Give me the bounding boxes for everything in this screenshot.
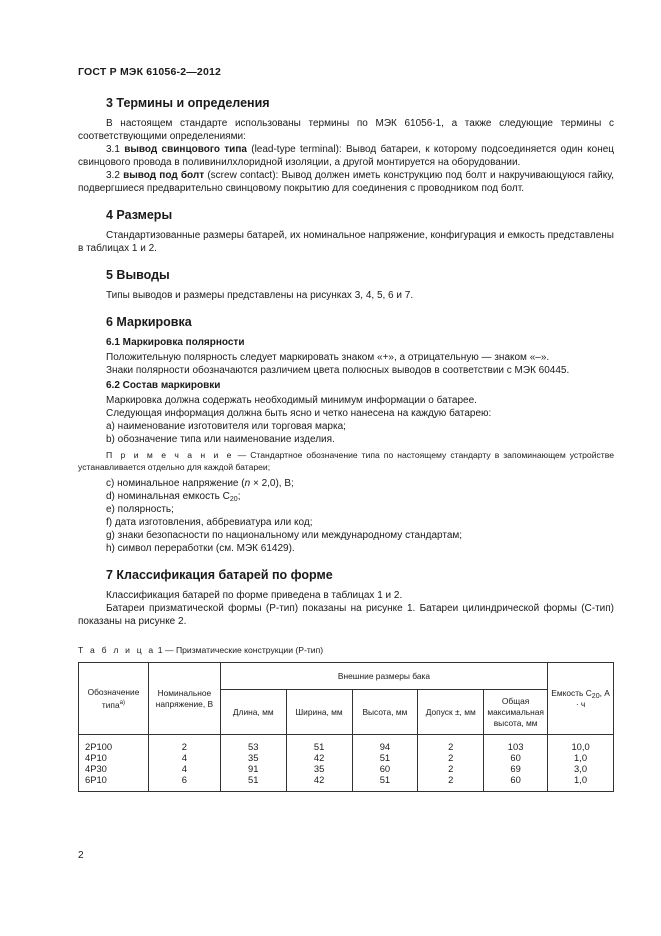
definition-term: вывод под болт [123,170,205,181]
cell-value: 2 [448,763,454,774]
cell-value: 51 [313,741,325,752]
list-item [78,477,614,490]
section-4-title: 4 Размеры [106,208,173,222]
subsection-6-1-text: Знаки полярности обозначаются различием цвета полюсных выводов в соответствии с МЭК 60445. [106,365,570,376]
cell-value: 3,0 [574,763,588,774]
cell-value: 6Р10 [85,774,107,785]
cell-value: 42 [313,752,325,763]
list-text: d) номинальная емкость С [106,491,230,502]
cell-height [352,735,418,792]
table-header-row [79,663,614,690]
list-text: × 2,0), В; [250,478,294,489]
cell-value: 60 [379,763,391,774]
cell-value: 60 [510,752,521,763]
cell-capacity [548,735,614,792]
section-3 [78,96,614,195]
cell-value: 91 [248,763,259,774]
cell-value: 6 [181,774,187,785]
cell-value: 4 [181,752,187,763]
column-header-voltage: Номинальное напряжение, В [148,663,220,735]
column-header-tolerance: Допуск ±, мм [418,690,484,735]
list-item: f) дата изготовления, аббревиатура или код; [106,517,313,528]
cell-value: 2 [181,741,187,752]
subsection-6-1-title: 6.1 Маркировка полярности [106,337,245,348]
cell-value: 51 [248,774,259,785]
cell-value: 1,0 [574,752,588,763]
cell-value: 10,0 [571,741,590,752]
cell-length [220,735,286,792]
note-label: П р и м е ч а н и е [106,450,234,460]
column-group-header-dimensions: Внешние размеры бака [220,663,547,690]
cell-width [286,735,352,792]
cell-value: 51 [379,752,391,763]
cell-tolerance [418,735,484,792]
section-5 [78,268,614,302]
subsection-6-2-title: 6.2 Состав маркировки [106,380,221,391]
column-header-type [79,663,149,735]
definition-term: вывод свинцового типа [124,144,247,155]
section-3-intro: В настоящем стандарте использованы термины по МЭК 61056-1, а также следующие термины с соответствующими определениями: [78,118,614,142]
page-number: 2 [78,850,84,861]
document-body [78,96,614,792]
cell-value: 69 [510,763,521,774]
subsection-6-2-text: Маркировка должна содержать необходимый минимум информации о батарее. [106,395,477,406]
section-5-title: 5 Выводы [106,268,170,282]
column-header-total-height: Общая максимальная высота, мм [484,690,548,735]
section-4 [78,208,614,255]
cell-voltage [148,735,220,792]
list-subscript: 20 [229,496,238,503]
cell-value: 103 [507,741,524,752]
cell-value: 2 [448,774,454,785]
cell-value: 60 [510,774,521,785]
section-7-text: Классификация батарей по форме приведена в таблицах 1 и 2. [106,590,403,601]
cell-total-height [484,735,548,792]
header-subscript: 20 [591,692,600,700]
cell-value: 94 [379,741,391,752]
cell-value: 2 [448,741,454,752]
note-text: — Стандартное обозначение типа по настоящему стандарту в запоминающем устройстве устанавливается отдельно для каждой батареи; [78,450,614,472]
cell-value: 2 [448,752,454,763]
definition-number: 3.1 [106,144,125,155]
section-5-text: Типы выводов и размеры представлены на рисунках 3, 4, 5, 6 и 7. [106,290,414,301]
list-item: b) обозначение типа или наименование изделия. [106,434,335,445]
column-header-capacity [548,663,614,735]
definition-3-2 [78,169,614,195]
cell-value: 35 [313,763,325,774]
cell-value: 35 [248,752,259,763]
cell-value: 42 [313,774,325,785]
cell-value: 53 [248,741,259,752]
section-7 [78,568,614,628]
list-variable: n [244,478,251,489]
section-7-text: Батареи призматической формы (Р-тип) показаны на рисунке 1. Батареи цилиндрической формы (С-тип) показаны на рисунке 2. [78,603,614,627]
section-4-text: Стандартизованные размеры батарей, их номинальное напряжение, конфигурация и емкость представлены в таблицах 1 и 2. [78,230,614,254]
cell-value: 51 [379,774,391,785]
cell-value: 4Р30 [85,763,107,774]
column-header-width: Ширина, мм [286,690,352,735]
section-6 [78,315,614,555]
definition-text: (lead-type terminal): Вывод батареи, к которому подсоединяется один конец свинцового провода в поливинилхлоридной изоляции, а другой монтируется на оборудовании. [78,144,615,168]
section-7-title: 7 Классификация батарей по форме [106,568,333,582]
table-body-row [79,735,614,792]
definition-3-1 [78,143,614,169]
column-header-length: Длина, мм [220,690,286,735]
header-text: , А · ч [575,687,610,709]
list-text: ; [237,491,241,502]
subsection-6-2-text: Следующая информация должна быть ясно и четко нанесена на каждую батарею: [106,408,492,419]
definition-number: 3.2 [106,170,124,181]
cell-value: 4Р10 [85,752,107,763]
cell-type [79,735,149,792]
list-item: e) полярность; [106,504,174,515]
list-item: h) символ переработки (см. МЭК 61429). [106,543,295,554]
section-3-title: 3 Термины и определения [106,96,270,110]
cell-value: 2Р100 [85,741,113,752]
dimensions-table [78,662,614,792]
definition-text: (screw contact): Вывод должен иметь конструкцию под болт и накручивающуюся гайку, подвергшиеся предварительно свинцовому покрытию для соединения с проводником под болт. [78,170,615,194]
column-header-height: Высота, мм [352,690,418,735]
cell-value: 4 [181,763,187,774]
table-caption [78,644,614,657]
subsection-6-1-text: Положительную полярность следует маркировать знаком «+», а отрицательную — знаком «–». [106,352,550,363]
list-text: c) номинальное напряжение ( [106,478,245,489]
list-item [78,490,614,503]
table-caption-text: 1 — Призматические конструкции (Р-тип) [155,645,324,655]
header-text: Емкость С [551,687,592,698]
document-header: ГОСТ Р МЭК 61056-2—2012 [78,66,222,78]
list-item: g) знаки безопасности по национальному или международному стандартам; [106,530,463,541]
table-caption-label: Т а б л и ц а [78,645,156,655]
section-6-title: 6 Маркировка [106,315,192,329]
note [78,449,614,473]
header-text: Обозначение типа [87,686,140,710]
cell-value: 1,0 [574,774,588,785]
list-item: a) наименование изготовителя или торговая марка; [106,421,346,432]
header-footnote-mark: a) [119,699,125,706]
